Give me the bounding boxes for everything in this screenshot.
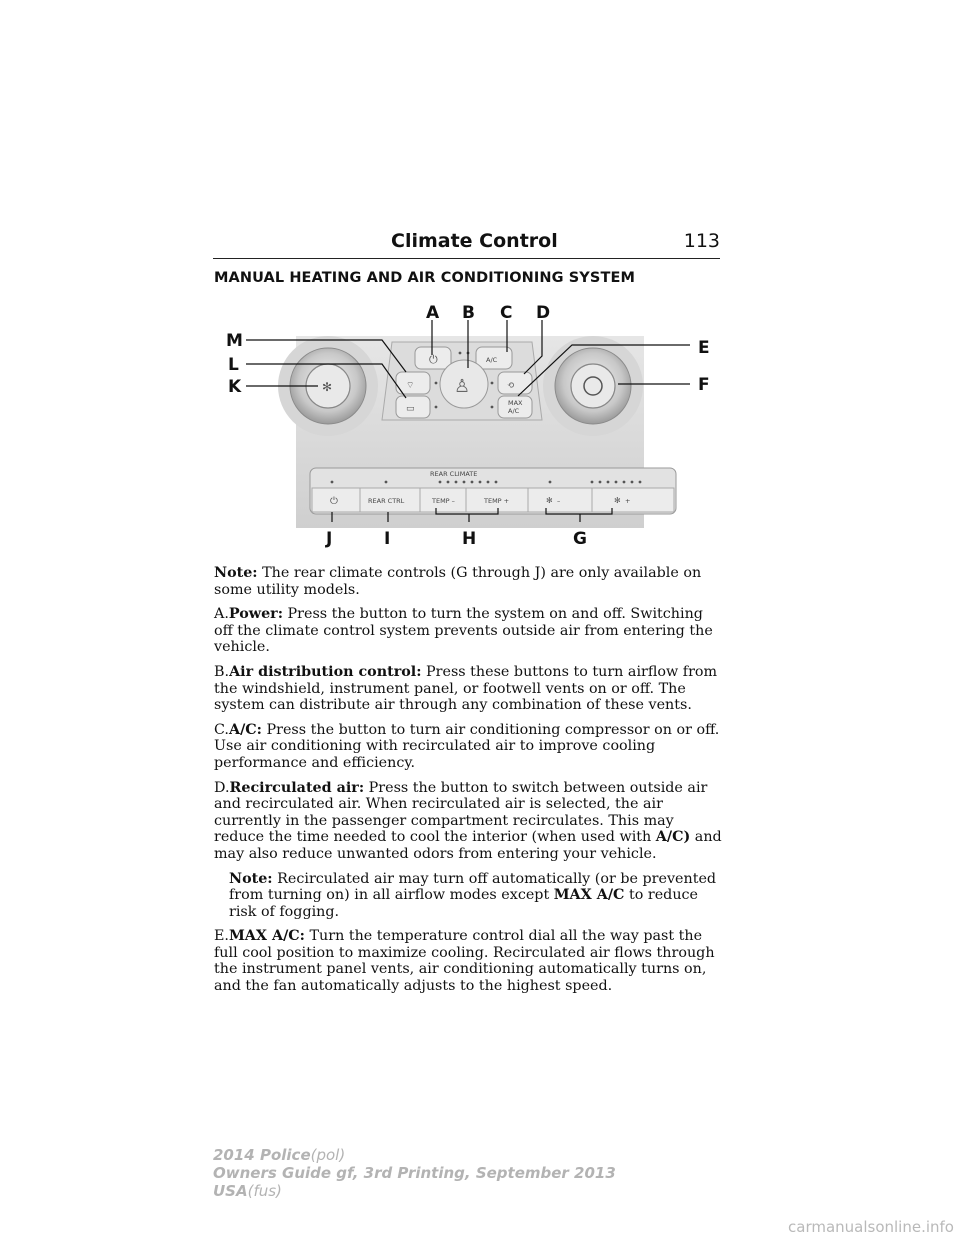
callout-m: M xyxy=(226,331,243,351)
page-title: Climate Control xyxy=(391,230,558,252)
callout-e: E xyxy=(698,338,710,358)
callout-j: J xyxy=(326,529,333,549)
item-e-text: Turn the temperature control dial all the way past the full cool position to maximize cooling. Recirculated air flows through the instrument panel vents, air conditioning automatically turns on, and the fan automatically adjusts to the highest speed. xyxy=(214,928,715,995)
item-b xyxy=(214,664,724,714)
item-d-text-after: and may also reduce unwanted odors from entering your vehicle. xyxy=(214,829,722,862)
callout-b: B xyxy=(462,303,475,323)
fan-minus-label: – xyxy=(557,497,561,505)
item-a-text: Press the button to turn the system on and off. Switching off the climate control system prevents outside air from entering the vehicle. xyxy=(214,606,713,656)
body-text xyxy=(214,565,724,1003)
footer-line-2: Owners Guide gf, 3rd Printing, September 2013 xyxy=(213,1164,616,1182)
page-footer xyxy=(213,1146,616,1200)
max-ac-label-1: MAX xyxy=(508,399,523,407)
callout-k: K xyxy=(228,377,242,397)
page-header xyxy=(213,228,720,259)
footer-market: USA xyxy=(213,1182,248,1200)
item-c-letter: C. xyxy=(214,721,229,738)
item-d xyxy=(214,780,724,863)
ac-label: A/C xyxy=(486,356,498,364)
max-ac-label-2: A/C xyxy=(508,407,520,415)
center-button-cluster xyxy=(382,342,542,420)
item-c xyxy=(214,722,724,772)
callout-g: G xyxy=(573,529,587,549)
note-text: The rear climate controls (G through J) are only available on some utility models. xyxy=(214,565,702,598)
temp-plus-label: TEMP + xyxy=(484,497,510,505)
item-a xyxy=(214,606,724,656)
rear-fan-plus-icon: ✻ xyxy=(614,496,621,505)
fan-plus-label: + xyxy=(625,497,631,505)
climate-control-diagram xyxy=(220,300,720,550)
footer-line-3 xyxy=(213,1182,616,1200)
temperature-dial xyxy=(543,336,643,436)
callout-a: A xyxy=(426,303,440,323)
footer-model: 2014 Police xyxy=(213,1146,311,1164)
windshield-icon: ⌔ xyxy=(406,381,415,391)
rear-power-icon: ⏻ xyxy=(330,496,338,507)
callout-c: C xyxy=(500,303,513,323)
note2-bold: MAX A/C xyxy=(553,887,625,904)
recirculate-icon: ⟲ xyxy=(507,381,515,391)
note2-text-after: to reduce risk of fogging. xyxy=(229,887,698,920)
rear-climate-label: REAR CLIMATE xyxy=(430,470,478,478)
note-label: Note: xyxy=(214,565,258,581)
power-icon: ⏻ xyxy=(429,353,438,366)
airflow-person-icon: ♙ xyxy=(454,376,471,397)
note2-text-before: Recirculated air may turn off automatically (or be prevented from turning on) in all airflow modes except xyxy=(229,870,717,904)
section-heading: MANUAL HEATING AND AIR CONDITIONING SYSTEM xyxy=(214,270,635,286)
item-b-text: Press these buttons to turn airflow from the windshield, instrument panel, or footwell vents on or off. The system can distribute air through any combination of these vents. xyxy=(214,663,718,714)
callout-d: D xyxy=(536,303,551,323)
item-e xyxy=(214,928,724,994)
watermark[interactable]: carmanualsonline.info xyxy=(788,1218,954,1236)
item-e-letter: E. xyxy=(214,928,229,945)
rear-ctrl-label: REAR CTRL xyxy=(368,497,405,505)
item-b-letter: B. xyxy=(214,663,230,680)
footer-line-1 xyxy=(213,1146,616,1164)
footer-model-code: (pol) xyxy=(310,1146,346,1164)
page-number: 113 xyxy=(683,230,720,252)
item-e-label: MAX A/C: xyxy=(228,928,305,945)
callout-i: I xyxy=(384,529,391,549)
callout-h: H xyxy=(462,529,477,549)
callout-l: L xyxy=(228,355,239,375)
item-a-letter: A. xyxy=(214,606,229,623)
item-c-text: Press the button to turn air conditioning compressor on or off. Use air conditioning with recirculated air to improve cooling performance and efficiency. xyxy=(214,721,720,771)
item-a-label: Power: xyxy=(228,606,283,623)
recirculate-button xyxy=(498,372,532,394)
fan-icon: ✻ xyxy=(322,380,333,394)
rear-climate-panel xyxy=(310,468,676,514)
rear-defrost-icon: ▭ xyxy=(406,404,415,414)
footer-market-code: (fus) xyxy=(247,1182,282,1200)
item-c-label: A/C: xyxy=(228,721,262,738)
item-b-label: Air distribution control: xyxy=(229,663,422,680)
item-d-text-before: Press the button to switch between outside air and recirculated air. When recirculated air is selected, the air currently in the passenger compartment recirculates. This may reduce the time needed to cool the interior (when used with xyxy=(214,779,708,846)
temp-minus-label: TEMP – xyxy=(432,497,455,505)
item-d-label: Recirculated air: xyxy=(229,779,365,796)
rear-fan-minus-icon: ✻ xyxy=(546,496,553,505)
callout-f: F xyxy=(698,375,710,395)
note-paragraph xyxy=(214,565,724,598)
item-d-letter: D. xyxy=(214,779,230,796)
note2-paragraph xyxy=(229,871,724,921)
item-d-bold: A/C) xyxy=(655,829,691,846)
note2-label: Note: xyxy=(229,870,273,887)
